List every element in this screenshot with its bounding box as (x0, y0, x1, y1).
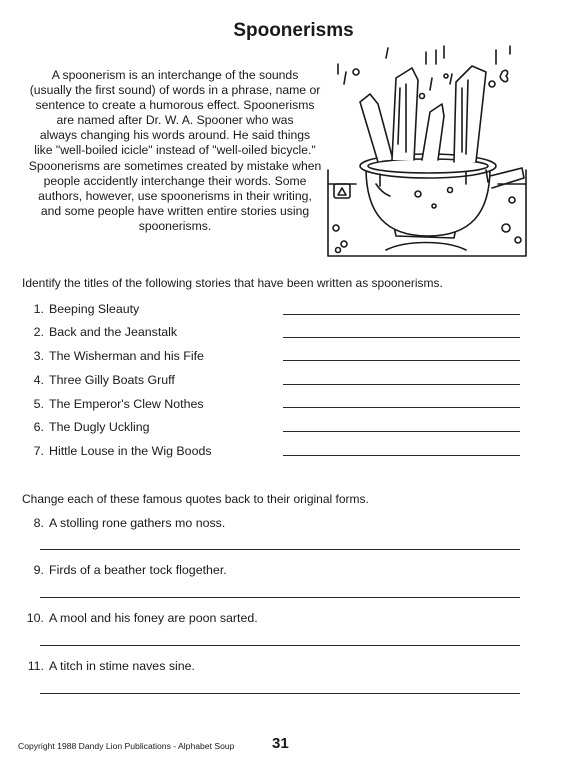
list-item (20, 659, 195, 673)
list-item (24, 325, 177, 339)
item-number: 8. (33, 516, 44, 530)
list-item (24, 444, 212, 458)
intro-line: people accidently interchange their words. Some (43, 173, 307, 188)
answer-line[interactable] (283, 431, 520, 432)
pot-of-boiling-alphabet-soup-icon (326, 44, 530, 266)
item-number: 5. (33, 397, 44, 411)
item-number: 3. (33, 349, 44, 363)
item-number: 9. (33, 563, 44, 577)
item-text: The Dugly Uckling (49, 420, 150, 434)
intro-line: are named after Dr. W. A. Spooner who was (56, 113, 294, 128)
answer-line[interactable] (40, 693, 520, 694)
list-item (24, 349, 204, 363)
intro-line: and some people have written entire stories using (40, 203, 310, 218)
answer-line[interactable] (40, 645, 520, 646)
item-text: A mool and his foney are poon sarted. (49, 611, 258, 625)
intro-line: authors, however, use spoonerisms in their writing, (38, 188, 312, 203)
item-text: The Emperor's Clew Nothes (49, 397, 204, 411)
intro-line: like "well-boiled icicle" instead of "well-oiled bicycle." (34, 143, 316, 158)
list-item (20, 516, 225, 530)
intro-line: sentence to create a humorous effect. Spoonerisms (35, 98, 315, 113)
item-text: Back and the Jeanstalk (49, 325, 178, 339)
list-item (24, 420, 150, 434)
list-item (20, 563, 227, 577)
list-item (24, 302, 139, 316)
item-text: A titch in stime naves sine. (49, 659, 196, 673)
instruction-quotes: Change each of these famous quotes back to their original forms. (22, 492, 369, 506)
item-text: Beeping Sleauty (49, 302, 140, 316)
item-text: Hittle Louse in the Wig Boods (49, 444, 212, 458)
intro-line: Spoonerisms are sometimes created by mistake when (28, 158, 322, 173)
intro-line: (usually the first sound) of words in a phrase, name or (29, 83, 321, 98)
intro-paragraph (22, 68, 328, 234)
page-number: 31 (272, 735, 289, 752)
page-title: Spoonerisms (233, 20, 354, 41)
answer-line[interactable] (40, 549, 520, 550)
item-number: 10. (26, 611, 44, 625)
item-number: 6. (33, 420, 44, 434)
instruction-stories: Identify the titles of the following stories that have been written as spoonerisms. (22, 276, 443, 290)
answer-line[interactable] (283, 407, 520, 408)
answer-line[interactable] (283, 337, 520, 338)
item-number: 2. (33, 325, 44, 339)
intro-line: spoonerisms. (138, 218, 212, 233)
copyright-notice: Copyright 1988 Dandy Lion Publications - Alphabet Soup (18, 741, 235, 751)
item-text: The Wisherman and his Fife (49, 349, 204, 363)
item-text: A stolling rone gathers mo noss. (49, 516, 226, 530)
list-item (20, 611, 258, 625)
intro-line: always changing his words around. He said things (39, 128, 311, 143)
answer-line[interactable] (283, 455, 520, 456)
item-text: Firds of a beather tock flogether. (49, 563, 227, 577)
list-item (24, 397, 204, 411)
answer-line[interactable] (40, 597, 520, 598)
answer-line[interactable] (283, 384, 520, 385)
item-text: Three Gilly Boats Gruff (49, 373, 175, 387)
item-number: 1. (33, 302, 44, 316)
item-number: 7. (33, 444, 44, 458)
item-number: 4. (33, 373, 44, 387)
answer-line[interactable] (283, 360, 520, 361)
answer-line[interactable] (283, 314, 520, 315)
item-number: 11. (27, 659, 44, 673)
list-item (24, 373, 175, 387)
intro-line: A spoonerism is an interchange of the sounds (51, 68, 299, 82)
